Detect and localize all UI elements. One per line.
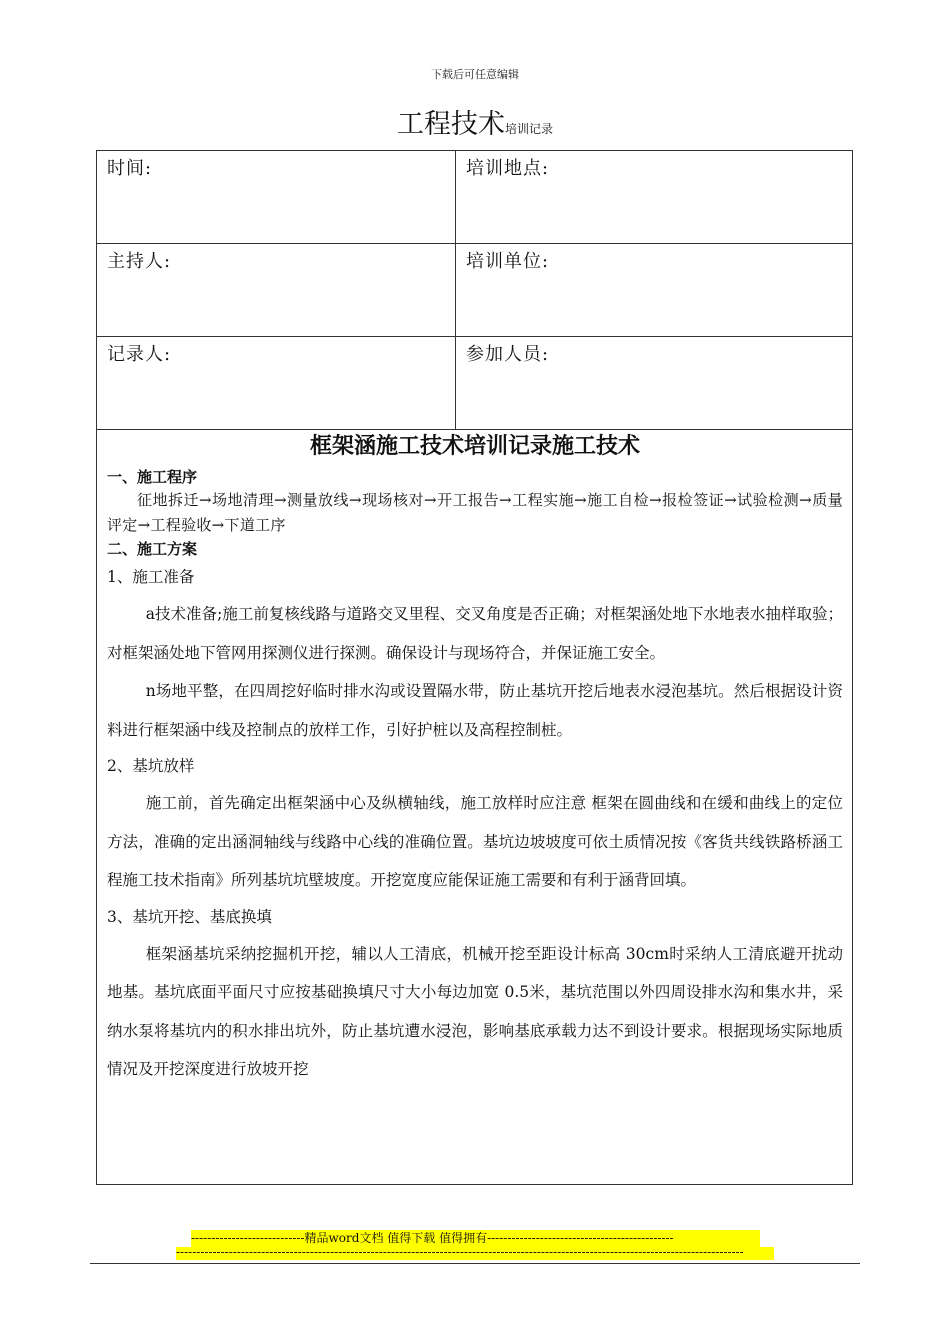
recorder-cell: 记录人:	[97, 337, 456, 430]
content-box	[96, 420, 853, 1185]
paragraph: 框架涵基坑采纳挖掘机开挖，辅以人工清底，机械开挖至距设计标高 30cm时采纳人工清底避开扰动地基。基坑底面平面尺寸应按基础换填尺寸大小每边加宽 0.5米，基坑范围以外四周设排水沟和集水井，采纳水泵将基坑内的积水排出坑外，防止基坑遭水浸泡，影响基底承载力达不到设计要求。根据现场实际地质情况及开挖深度进行放坡开挖	[107, 944, 843, 1078]
procedure-flow: 征地拆迁→场地清理→测量放线→现场核对→开工报告→工程实施→施工自检→报检签证→试验检测→质量评定→工程验收→下道工序	[107, 491, 843, 534]
info-table	[96, 150, 853, 430]
subsection-title-layout: 2、基坑放样	[107, 757, 195, 775]
document-title	[0, 108, 950, 146]
table-row	[97, 151, 853, 244]
time-cell: 时间:	[97, 151, 456, 244]
content-heading: 框架涵施工技术培训记录施工技术	[309, 434, 640, 459]
section-title-plan: 二、施工方案	[107, 540, 198, 558]
training-unit-cell: 培训单位:	[456, 244, 853, 337]
footer-highlight-line: ----------------------------精品word文档 值得下载 值得拥有----------------------------------------------	[191, 1230, 760, 1247]
table-row	[97, 244, 853, 337]
paragraph: n场地平整，在四周挖好临时排水沟或设置隔水带，防止基坑开挖后地表水浸泡基坑。然后根据设计资料进行框架涵中线及控制点的放样工作，引好护桩以及高程控制桩。	[107, 682, 843, 739]
host-cell: 主持人:	[97, 244, 456, 337]
subsection-title-preparation: 1、施工准备	[107, 568, 195, 586]
table-row	[97, 337, 853, 430]
document-title-suffix: 培训记录	[504, 122, 553, 136]
section-title-procedure: 一、施工程序	[107, 468, 198, 486]
footer-highlight-line: --------------------------------------------------------------------------------------------------------------------------------------------	[176, 1247, 774, 1260]
header-note: 下载后可任意编辑	[431, 68, 519, 81]
subsection-title-excavation: 3、基坑开挖、基底换填	[107, 907, 272, 926]
training-location-cell: 培训地点:	[456, 151, 853, 244]
participants-cell: 参加人员:	[456, 337, 853, 430]
document-title-main: 工程技术	[396, 109, 505, 140]
paragraph: 施工前，首先确定出框架涵中心及纵横轴线，施工放样时应注意 框架在圆曲线和在缓和曲线上的定位方法，准确的定出涵洞轴线与线路中心线的准确位置。基坑边坡坡度可依土质情况按《客货共线铁路桥涵工程施工技术指南》所列基坑坑壁坡度。开挖宽度应能保证施工需要和有利于涵背回填。	[107, 794, 843, 889]
footer-divider	[90, 1263, 860, 1264]
paragraph: a技术准备;施工前复核线路与道路交叉里程、交叉角度是否正确；对框架涵处地下水地表水抽样取验；对框架涵处地下管网用探测仪进行探测。确保设计与现场符合，并保证施工安全。	[107, 605, 843, 662]
content-body	[97, 428, 852, 1089]
